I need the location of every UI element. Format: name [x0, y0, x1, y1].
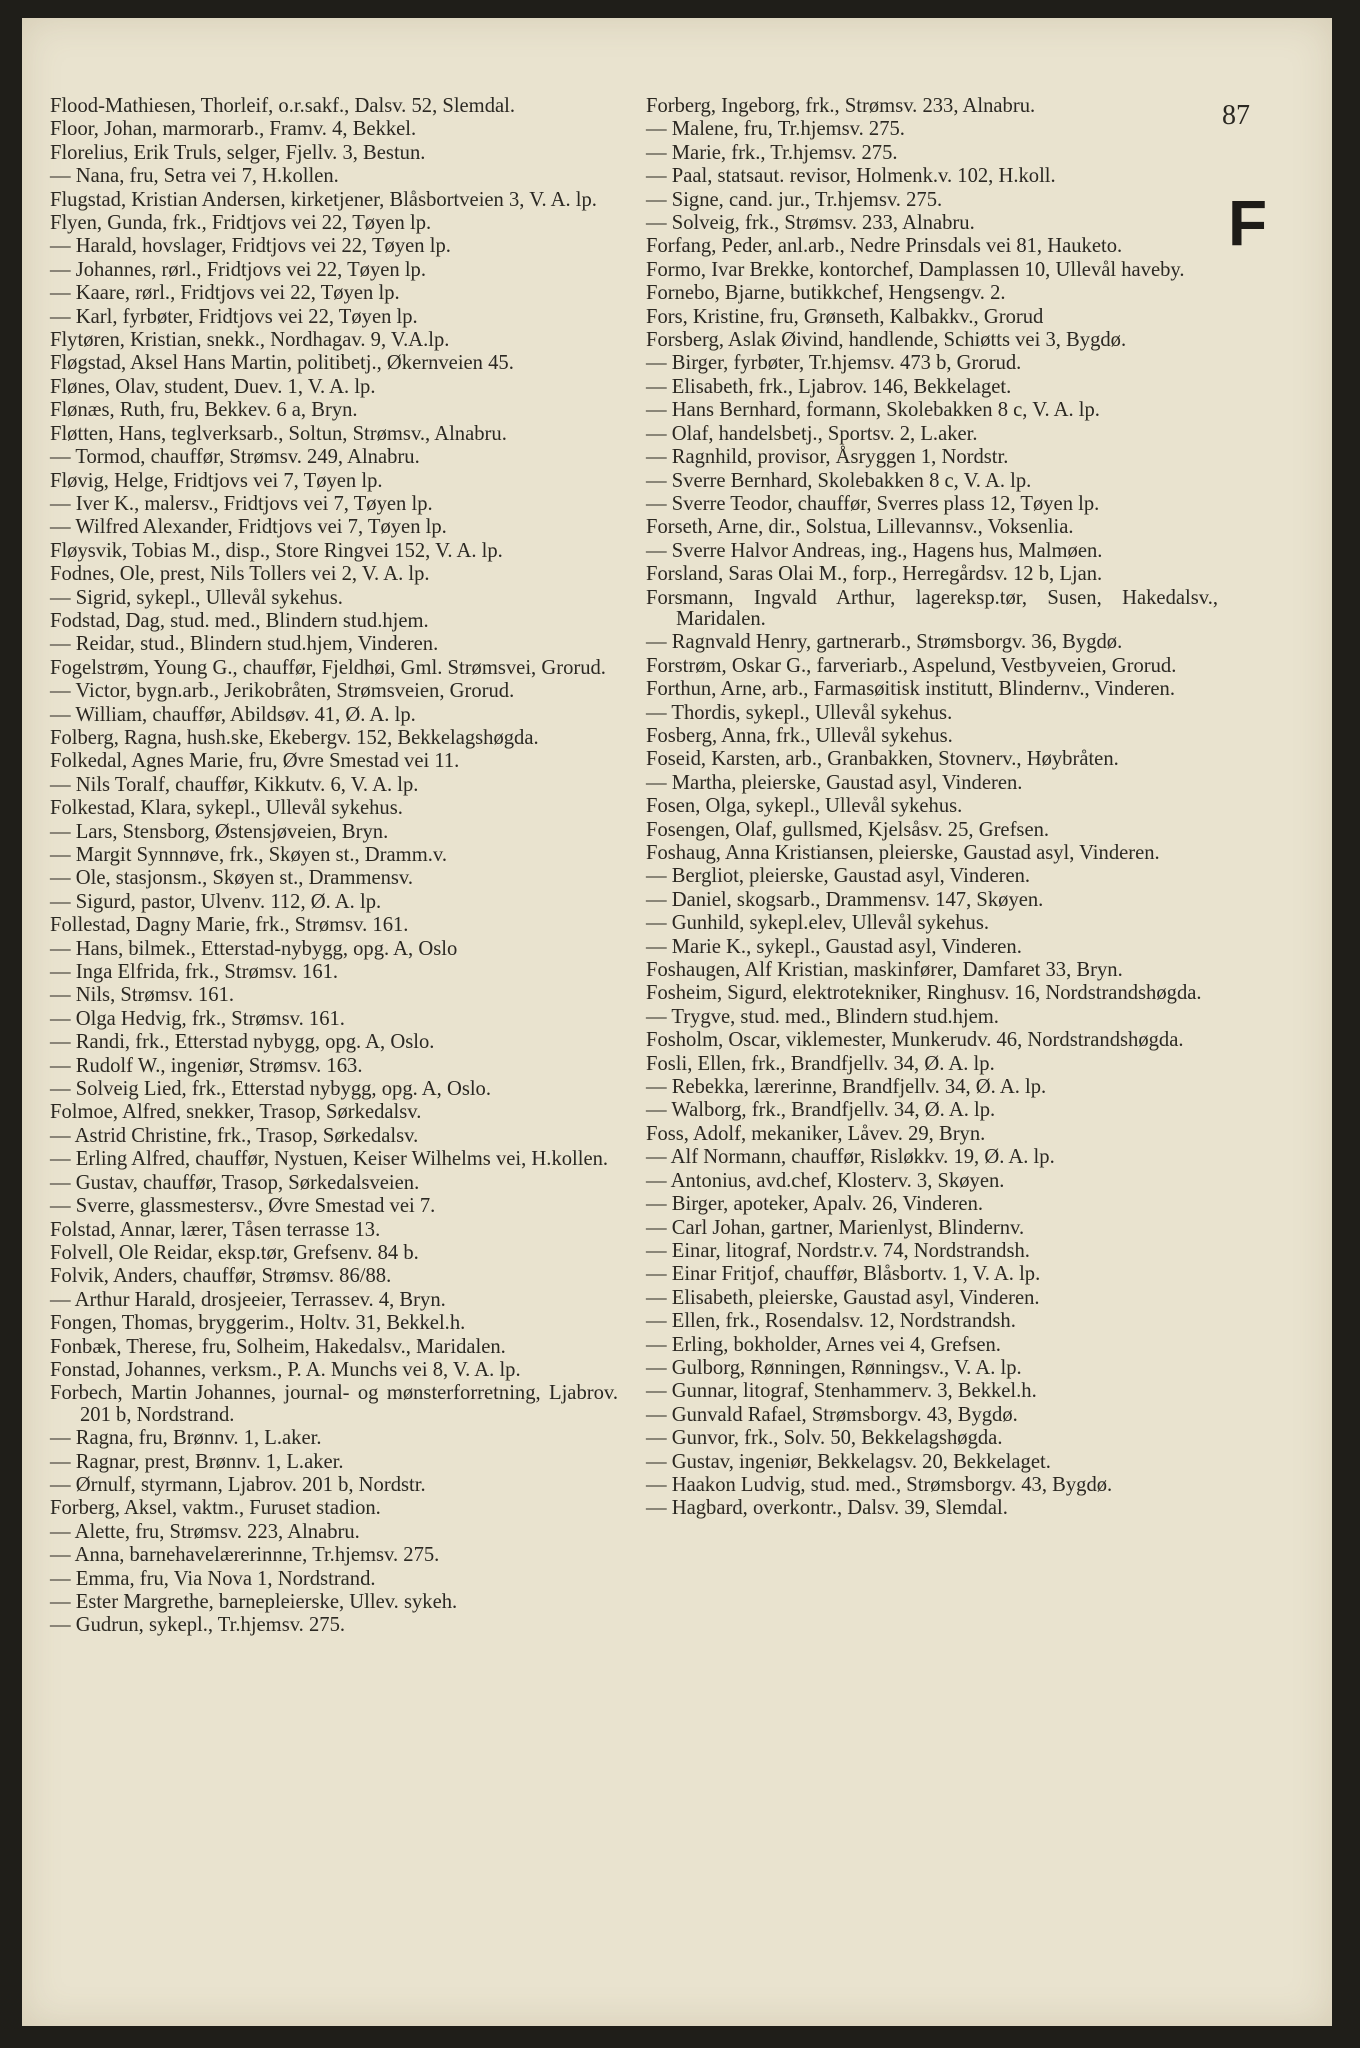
directory-entry: Forsmann, Ingvald Arthur, lagereksp.tør, Susen, Hakedalsv., Maridalen. [646, 586, 1218, 630]
directory-entry: Fonstad, Johannes, verksm., P. A. Munchs vei 8, V. A. lp. [50, 1358, 521, 1381]
directory-entry: — Bergliot, pleierske, Gaustad asyl, Vinderen. [646, 865, 1031, 888]
directory-entry: Flønes, Olav, student, Duev. 1, V. A. lp. [50, 375, 376, 398]
directory-entry: — Walborg, frk., Brandfjellv. 34, Ø. A. lp. [646, 1099, 996, 1122]
directory-entry: — Birger, apoteker, Apalv. 26, Vinderen. [646, 1193, 984, 1216]
directory-entry: — Gunnar, litograf, Stenhammerv. 3, Bekkel.h. [646, 1380, 1037, 1403]
directory-entry: — Ragnar, prest, Brønnv. 1, L.aker. [50, 1450, 344, 1473]
directory-entry: Flugstad, Kristian Andersen, kirketjener, Blåsbortveien 3, V. A. lp. [50, 188, 597, 211]
directory-entry: Folkestad, Klara, sykepl., Ullevål sykehus. [50, 797, 403, 820]
directory-entry: — Thordis, sykepl., Ullevål sykehus. [646, 701, 953, 724]
left-column [50, 96, 618, 1639]
directory-entry: Forseth, Arne, dir., Solstua, Lillevannsv., Voksenlia. [646, 516, 1074, 539]
directory-entry: — Gustav, ingeniør, Bekkelagsv. 20, Bekkelaget. [646, 1450, 1051, 1473]
directory-entry: — Alette, fru, Strømsv. 223, Alnabru. [50, 1520, 360, 1543]
directory-entry: Fosengen, Olaf, gullsmed, Kjelsåsv. 25, Grefsen. [646, 818, 1050, 841]
directory-entry: — Astrid Christine, frk., Trasop, Sørkedalsv. [50, 1124, 419, 1147]
directory-entry: — Arthur Harald, drosjeeier, Terrassev. 4, Bryn. [50, 1288, 446, 1311]
directory-entry: Fløvig, Helge, Fridtjovs vei 7, Tøyen lp. [50, 469, 383, 492]
directory-entry: — Martha, pleierske, Gaustad asyl, Vinderen. [646, 771, 1023, 794]
directory-entry: — Anna, barnehavelærerinnne, Tr.hjemsv. 275. [50, 1544, 440, 1567]
directory-entry: — Erling Alfred, chauffør, Nystuen, Keiser Wilhelms vei, H.kollen. [50, 1148, 609, 1171]
directory-entry: Folberg, Ragna, hush.ske, Ekebergv. 152, Bekkelagshøgda. [50, 726, 539, 749]
directory-entry: — Johannes, rørl., Fridtjovs vei 22, Tøyen lp. [50, 258, 426, 281]
directory-entry: — Tormod, chauffør, Strømsv. 249, Alnabru. [50, 446, 420, 469]
directory-entry: — Rebekka, lærerinne, Brandfjellv. 34, Ø. A. lp. [646, 1076, 1047, 1099]
directory-entry: — Margit Synnnøve, frk., Skøyen st., Dramm.v. [50, 844, 447, 866]
directory-entry: — Ole, stasjonsm., Skøyen st., Drammensv. [50, 867, 414, 890]
directory-entry: — William, chauffør, Abildsøv. 41, Ø. A. lp. [50, 703, 416, 726]
directory-entry: — Nana, fru, Setra vei 7, H.kollen. [50, 165, 339, 188]
directory-entry: — Inga Elfrida, frk., Strømsv. 161. [50, 961, 339, 984]
directory-entry: — Einar Fritjof, chauffør, Blåsbortv. 1, V. A. lp. [646, 1263, 1041, 1286]
directory-entry: — Ragnvald Henry, gartnerarb., Strømsborgv. 36, Bygdø. [646, 631, 1123, 654]
directory-entry: — Olga Hedvig, frk., Strømsv. 161. [50, 1007, 345, 1030]
directory-entry: Forberg, Ingeborg, frk., Strømsv. 233, Alnabru. [646, 95, 1036, 117]
directory-entry: — Ester Margrethe, barnepleierske, Ullev. sykeh. [50, 1591, 458, 1613]
directory-entry: Forthun, Arne, arb., Farmasøitisk institutt, Blindernv., Vinderen. [646, 678, 1176, 701]
directory-entry: — Solveig, frk., Strømsv. 233, Alnabru. [646, 212, 975, 235]
directory-entry: — Sverre, glassmestersv., Øvre Smestad vei 7. [50, 1195, 436, 1218]
directory-entry: — Nils, Strømsv. 161. [50, 984, 235, 1007]
directory-entry: — Gulborg, Rønningen, Rønningsv., V. A. lp. [646, 1356, 1022, 1379]
page-number: 87 [1222, 100, 1250, 131]
directory-entry: — Birger, fyrbøter, Tr.hjemsv. 473 b, Grorud. [646, 352, 1022, 375]
directory-entry: Follestad, Dagny Marie, frk., Strømsv. 161. [50, 914, 409, 937]
directory-entry: — Daniel, skogsarb., Drammensv. 147, Skøyen. [646, 888, 1044, 911]
directory-entry: Foseid, Karsten, arb., Granbakken, Stovnerv., Høybråten. [646, 748, 1119, 771]
directory-entry: Florelius, Erik Truls, selger, Fjellv. 3, Bestun. [50, 141, 426, 164]
directory-entry: Folvell, Ole Reidar, eksp.tør, Grefsenv. 84 b. [50, 1241, 419, 1264]
directory-entry: Forbech, Martin Johannes, journal- og mønsterforretning, Ljabrov. 201 b, Nordstrand. [50, 1382, 618, 1426]
directory-entry: Fosheim, Sigurd, elektrotekniker, Ringhusv. 16, Nordstrandshøgda. [646, 982, 1202, 1005]
directory-entry: — Ragnhild, provisor, Åsryggen 1, Nordstr. [646, 446, 1009, 469]
directory-entry: Forfang, Peder, anl.arb., Nedre Prinsdals vei 81, Hauketo. [646, 235, 1123, 258]
directory-entry: — Signe, cand. jur., Tr.hjemsv. 275. [646, 188, 943, 211]
directory-entry: — Ragna, fru, Brønnv. 1, L.aker. [50, 1427, 322, 1450]
directory-entry: — Carl Johan, gartner, Marienlyst, Blindernv. [646, 1216, 1025, 1239]
directory-entry: Fodstad, Dag, stud. med., Blindern stud.hjem. [50, 609, 429, 632]
directory-entry: — Gunhild, sykepl.elev, Ullevål sykehus. [646, 912, 989, 935]
directory-entry: — Sverre Bernhard, Skolebakken 8 c, V. A. lp. [646, 469, 1032, 492]
directory-entry: Formo, Ivar Brekke, kontorchef, Damplassen 10, Ullevål haveby. [646, 258, 1185, 281]
directory-entry: — Gunvor, frk., Solv. 50, Bekkelagshøgda. [646, 1427, 1003, 1450]
directory-entry: Floor, Johan, marmorarb., Framv. 4, Bekkel. [50, 118, 417, 141]
right-column [646, 96, 1218, 1522]
directory-entry: — Paal, statsaut. revisor, Holmenk.v. 102, H.koll. [646, 165, 1056, 188]
directory-entry: — Hagbard, overkontr., Dalsv. 39, Slemdal. [646, 1497, 1008, 1520]
directory-entry: Fongen, Thomas, bryggerim., Holtv. 31, Bekkel.h. [50, 1312, 466, 1335]
directory-entry: Fløgstad, Aksel Hans Martin, politibetj., Økernveien 45. [50, 352, 514, 375]
directory-entry: — Solveig Lied, frk., Etterstad nybygg, opg. A, Oslo. [50, 1078, 492, 1101]
directory-entry: Forstrøm, Oskar G., farveriarb., Aspelund, Vestbyveien, Grorud. [646, 654, 1177, 677]
directory-page [22, 18, 1332, 2026]
directory-entry: — Reidar, stud., Blindern stud.hjem, Vinderen. [50, 633, 439, 656]
directory-entry: — Wilfred Alexander, Fridtjovs vei 7, Tøyen lp. [50, 516, 447, 539]
directory-entry: — Victor, bygn.arb., Jerikobråten, Strømsveien, Grorud. [50, 680, 515, 703]
directory-entry: Folkedal, Agnes Marie, fru, Øvre Smestad vei 11. [50, 750, 460, 773]
directory-entry: Fornebo, Bjarne, butikkchef, Hengsengv. 2. [646, 282, 1006, 305]
directory-entry: — Antonius, avd.chef, Klosterv. 3, Skøyen. [646, 1169, 1005, 1192]
directory-entry: — Sverre Halvor Andreas, ing., Hagens hus, Malmøen. [646, 539, 1103, 562]
directory-entry: Fors, Kristine, fru, Grønseth, Kalbakkv., Grorud [646, 305, 1044, 328]
directory-entry: — Trygve, stud. med., Blindern stud.hjem. [646, 1005, 999, 1028]
directory-entry: — Ellen, frk., Rosendalsv. 12, Nordstrandsh. [646, 1310, 1016, 1333]
directory-entry: Forsland, Saras Olai M., forp., Herregårdsv. 12 b, Ljan. [646, 563, 1103, 586]
directory-entry: Flood-Mathiesen, Thorleif, o.r.sakf., Dalsv. 52, Slemdal. [50, 95, 516, 117]
directory-entry: — Emma, fru, Via Nova 1, Nordstrand. [50, 1567, 376, 1590]
directory-entry: — Kaare, rørl., Fridtjovs vei 22, Tøyen lp. [50, 282, 400, 305]
directory-entry: — Marie, frk., Tr.hjemsv. 275. [646, 141, 898, 164]
directory-entry: — Erling, bokholder, Arnes vei 4, Grefsen. [646, 1333, 1001, 1356]
directory-entry: — Sigurd, pastor, Ulvenv. 112, Ø. A. lp. [50, 890, 382, 913]
directory-entry: — Gustav, chauffør, Trasop, Sørkedalsveien. [50, 1171, 420, 1194]
section-letter: F [1228, 187, 1268, 259]
directory-entry: — Elisabeth, frk., Ljabrov. 146, Bekkelaget. [646, 375, 1012, 398]
directory-entry: — Hans Bernhard, formann, Skolebakken 8 c, V. A. lp. [646, 399, 1100, 422]
directory-entry: — Rudolf W., ingeniør, Strømsv. 163. [50, 1054, 363, 1077]
directory-entry: Fløysvik, Tobias M., disp., Store Ringvei 152, V. A. lp. [50, 539, 503, 562]
directory-entry: Folvik, Anders, chauffør, Strømsv. 86/88. [50, 1265, 392, 1288]
directory-entry: — Alf Normann, chauffør, Risløkkv. 19, Ø. A. lp. [646, 1146, 1055, 1169]
directory-entry: Fogelstrøm, Young G., chauffør, Fjeldhøi, Gml. Strømsvei, Grorud. [50, 656, 606, 679]
directory-entry: Fodnes, Ole, prest, Nils Tollers vei 2, V. A. lp. [50, 563, 430, 586]
directory-entry: Forberg, Aksel, vaktm., Furuset stadion. [50, 1497, 381, 1520]
directory-entry: — Marie K., sykepl., Gaustad asyl, Vinderen. [646, 935, 1022, 958]
directory-entry: — Olaf, handelsbetj., Sportsv. 2, L.aker. [646, 422, 978, 445]
directory-entry: — Harald, hovslager, Fridtjovs vei 22, Tøyen lp. [50, 235, 451, 258]
directory-entry: Fonbæk, Therese, fru, Solheim, Hakedalsv., Maridalen. [50, 1335, 506, 1358]
directory-entry: Folstad, Annar, lærer, Tåsen terrasse 13. [50, 1218, 381, 1241]
directory-entry: Fosberg, Anna, frk., Ullevål sykehus. [646, 724, 953, 747]
directory-entry: — Randi, frk., Etterstad nybygg, opg. A, Oslo. [50, 1031, 435, 1054]
directory-entry: Fosen, Olga, sykepl., Ullevål sykehus. [646, 795, 963, 818]
directory-entry: — Ørnulf, styrmann, Ljabrov. 201 b, Nordstr. [50, 1473, 426, 1496]
directory-entry: — Elisabeth, pleierske, Gaustad asyl, Vinderen. [646, 1286, 1040, 1309]
directory-entry: Forsberg, Aslak Øivind, handlende, Schiøtts vei 3, Bygdø. [646, 329, 1127, 352]
directory-entry: — Gunvald Rafael, Strømsborgv. 43, Bygdø. [646, 1403, 1018, 1426]
directory-entry: Foshaug, Anna Kristiansen, pleierske, Gaustad asyl, Vinderen. [646, 842, 1160, 864]
directory-entry: Foss, Adolf, mekaniker, Låvev. 29, Bryn. [646, 1122, 986, 1145]
directory-entry: — Lars, Stensborg, Østensjøveien, Bryn. [50, 820, 389, 843]
directory-entry: — Iver K., malersv., Fridtjovs vei 7, Tøyen lp. [50, 492, 433, 515]
directory-entry: — Sigrid, sykepl., Ullevål sykehus. [50, 586, 343, 609]
directory-entry: — Gudrun, sykepl., Tr.hjemsv. 275. [50, 1614, 346, 1637]
directory-entry: — Malene, fru, Tr.hjemsv. 275. [646, 118, 905, 141]
directory-entry: Flyen, Gunda, frk., Fridtjovs vei 22, Tøyen lp. [50, 212, 432, 235]
directory-entry: Flytøren, Kristian, snekk., Nordhagav. 9, V.A.lp. [50, 329, 450, 352]
directory-entry: Fosholm, Oscar, viklemester, Munkerudv. 46, Nordstrandshøgda. [646, 1029, 1184, 1052]
directory-entry: — Hans, bilmek., Etterstad-nybygg, opg. A, Oslo [50, 937, 458, 960]
directory-entry: — Haakon Ludvig, stud. med., Strømsborgv. 43, Bygdø. [646, 1473, 1113, 1496]
directory-entry: — Nils Toralf, chauffør, Kikkutv. 6, V. A. lp. [50, 773, 419, 796]
directory-entry: Fløtten, Hans, teglverksarb., Soltun, Strømsv., Alnabru. [50, 422, 507, 445]
directory-entry: — Karl, fyrbøter, Fridtjovs vei 22, Tøyen lp. [50, 305, 418, 328]
directory-entry: Folmoe, Alfred, snekker, Trasop, Sørkedalsv. [50, 1101, 422, 1124]
directory-entry: Flønæs, Ruth, fru, Bekkev. 6 a, Bryn. [50, 399, 358, 422]
directory-entry: Fosli, Ellen, frk., Brandfjellv. 34, Ø. A. lp. [646, 1052, 995, 1075]
directory-entry: Foshaugen, Alf Kristian, maskinfører, Damfaret 33, Bryn. [646, 959, 1123, 982]
directory-entry: — Sverre Teodor, chauffør, Sverres plass 12, Tøyen lp. [646, 492, 1100, 515]
directory-entry: — Einar, litograf, Nordstr.v. 74, Nordstrandsh. [646, 1239, 1030, 1262]
